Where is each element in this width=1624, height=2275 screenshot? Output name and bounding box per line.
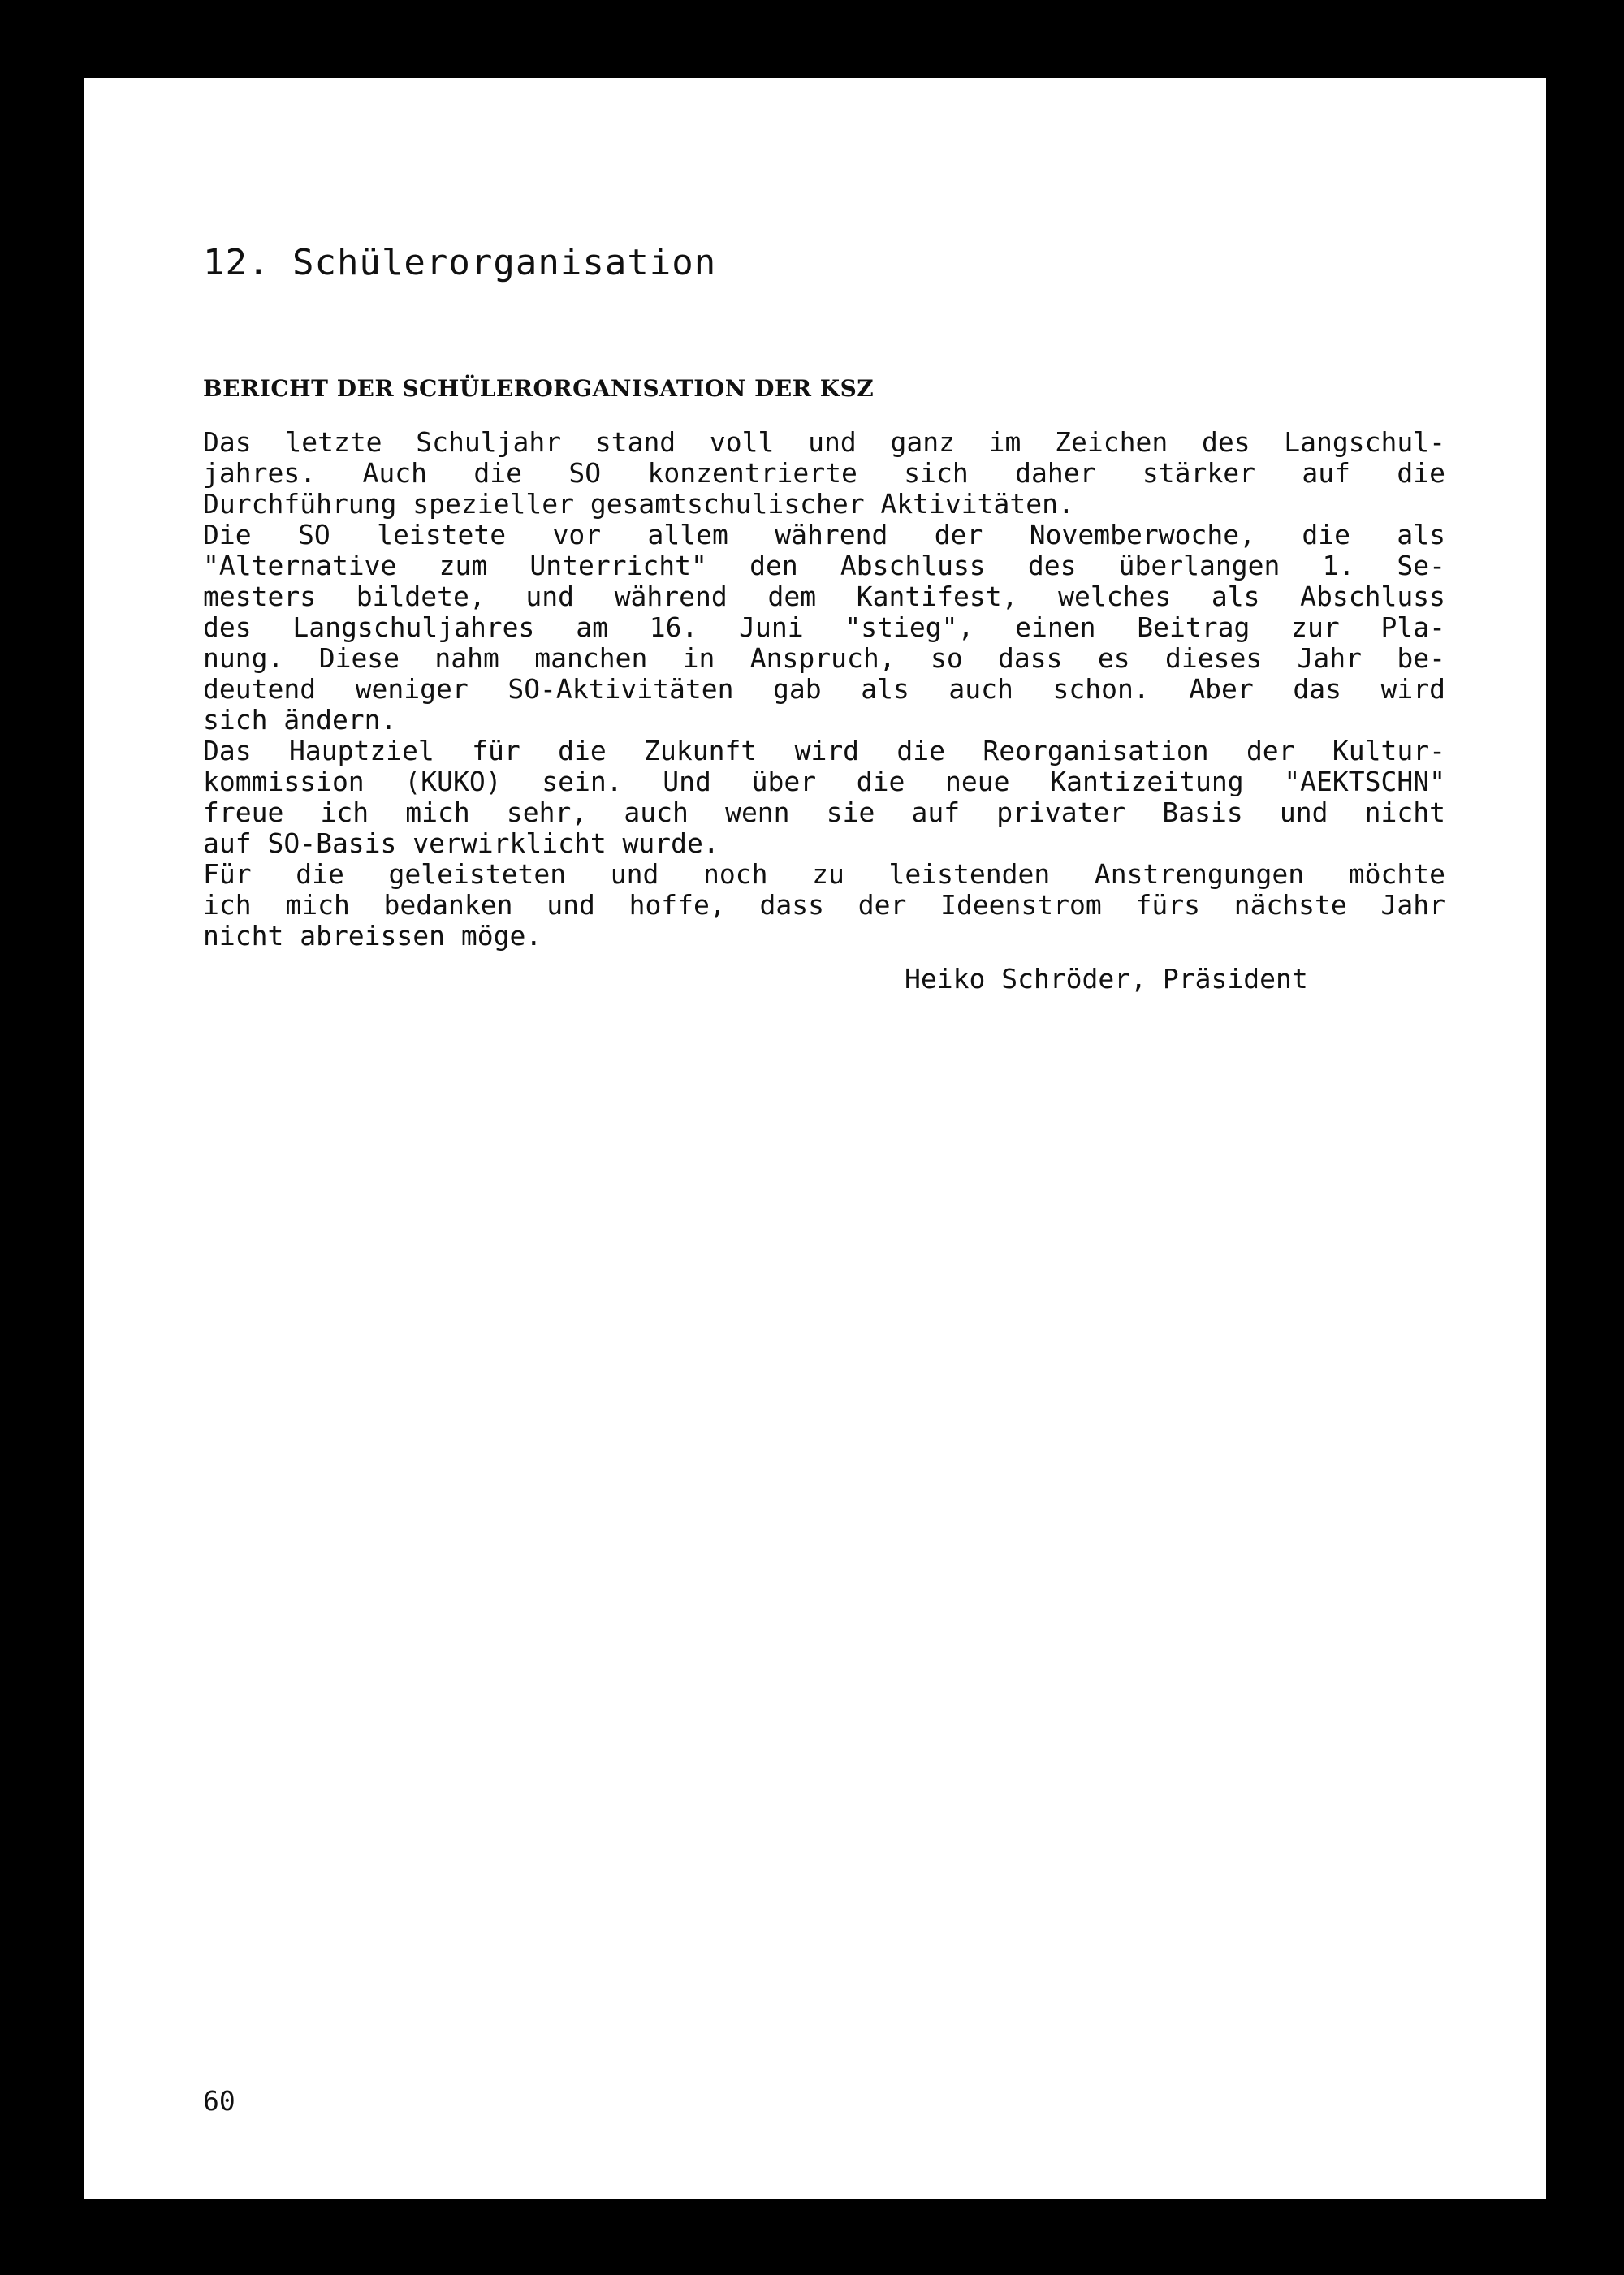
body-line: des Langschuljahres am 16. Juni "stieg", einen Beitrag zur Pla- [203,611,1445,643]
document-page [84,78,1546,2199]
body-line: Für die geleisteten und noch zu leistenden Anstrengungen möchte [203,858,1445,890]
page-number: 60 [203,2085,235,2117]
body-line: nicht abreissen möge. [203,920,542,952]
body-line: Durchführung spezieller gesamtschulischer Aktivitäten. [203,488,1074,520]
signature: Heiko Schröder, Präsident [905,963,1308,995]
body-line: sich ändern. [203,704,397,736]
body-line: auf SO-Basis verwirklicht wurde. [203,827,719,859]
body-line: mesters bildete, und während dem Kantifest, welches als Abschluss [203,581,1445,612]
report-body [203,427,1445,952]
body-line: Das letzte Schuljahr stand voll und ganz im Zeichen des Langschul- [203,426,1445,458]
body-line: Das Hauptziel für die Zukunft wird die Reorganisation der Kultur- [203,735,1445,766]
body-line: "Alternative zum Unterricht" den Abschluss des überlangen 1. Se- [203,550,1445,581]
body-line: jahres. Auch die SO konzentrierte sich daher stärker auf die [203,457,1445,489]
body-line: kommission (KUKO) sein. Und über die neue Kantizeitung "AEKTSCHN" [203,766,1445,797]
body-line: Die SO leistete vor allem während der Novemberwoche, die als [203,519,1445,550]
report-subtitle: BERICHT DER SCHÜLERORGANISATION DER KSZ [203,375,875,402]
body-line: ich mich bedanken und hoffe, dass der Ideenstrom fürs nächste Jahr [203,889,1445,921]
body-line: nung. Diese nahm manchen in Anspruch, so dass es dieses Jahr be- [203,642,1445,674]
page-title: 12. Schülerorganisation [203,242,717,283]
body-line: deutend weniger SO-Aktivitäten gab als auch schon. Aber das wird [203,673,1445,705]
body-line: freue ich mich sehr, auch wenn sie auf privater Basis und nicht [203,796,1445,828]
